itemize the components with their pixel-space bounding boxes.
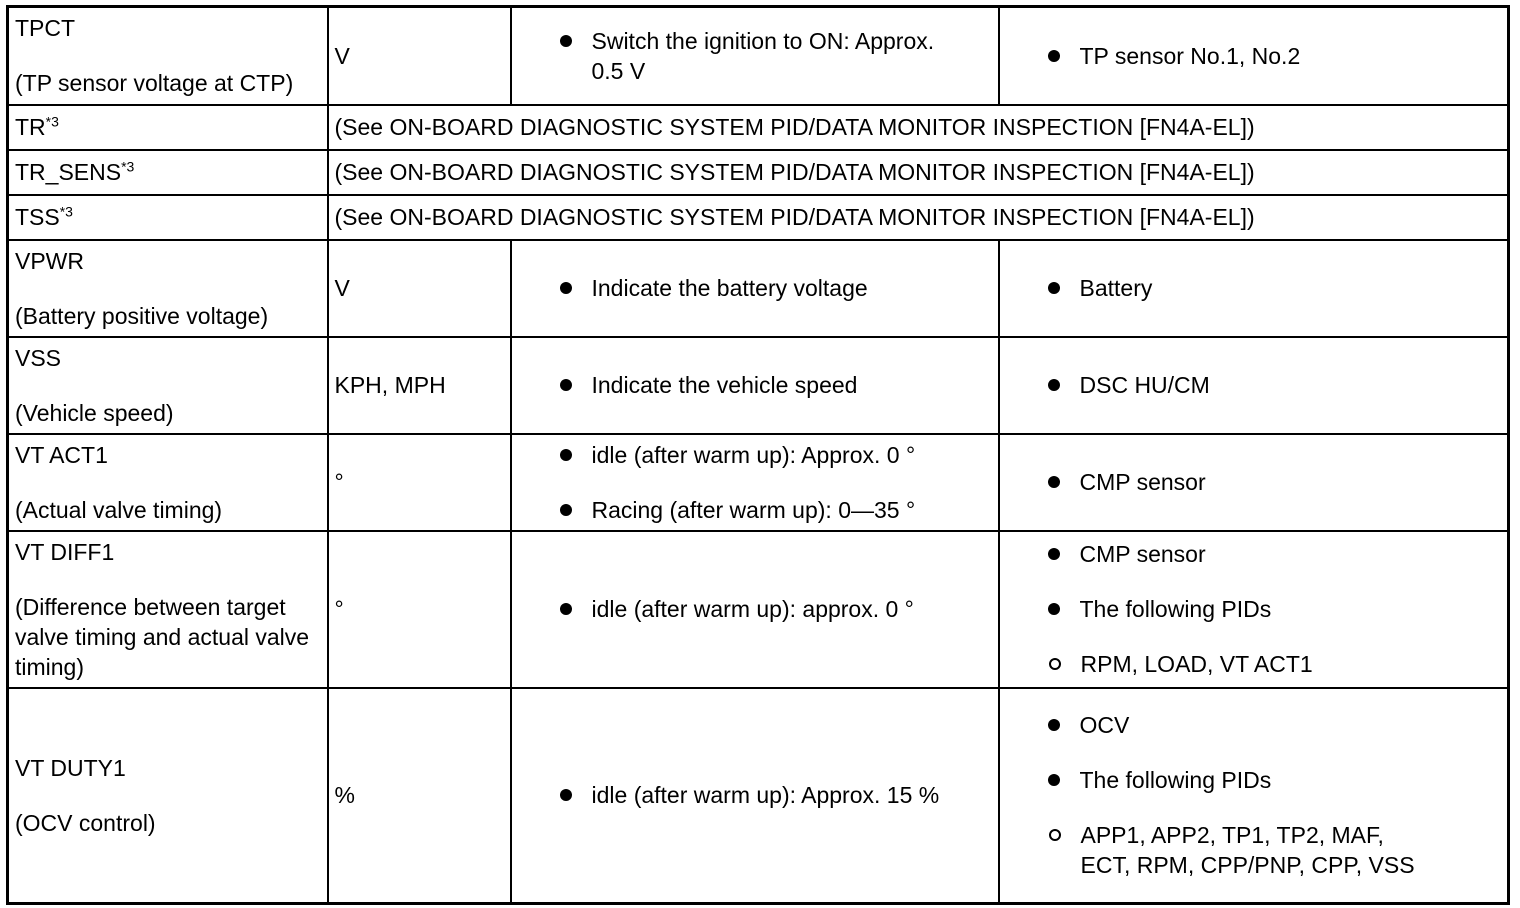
condition-cell: [511, 434, 999, 531]
inspection-item: TP sensor No.1, No.2: [1006, 41, 1502, 71]
condition-item: Indicate the vehicle speed: [518, 370, 992, 400]
inspection-cell: [999, 434, 1509, 531]
pid-name: VSS: [15, 344, 62, 371]
pid-name: VT DUTY1: [15, 754, 126, 781]
pid-name: VT DIFF1: [15, 538, 115, 565]
pid-description: (Difference between target valve timing and actual valve timing): [15, 593, 310, 680]
table-row: [8, 434, 1509, 531]
unit-cell: [328, 434, 511, 531]
inspection-item-label: The following PIDs: [1079, 596, 1272, 622]
inspection-cell: [999, 531, 1509, 688]
inspection-cell: [999, 240, 1509, 337]
pid-name: TSS: [15, 204, 60, 230]
inspection-subitem: RPM, LOAD, VT ACT1: [1005, 649, 1502, 679]
pid-description: (Vehicle speed): [15, 399, 174, 426]
condition-cell: [511, 531, 999, 688]
see-reference-cell: [328, 195, 1509, 240]
pid-unit: KPH, MPH: [334, 372, 446, 398]
pid-unit: V: [334, 275, 350, 301]
pid-name-cell: [8, 688, 328, 904]
table-row: [8, 240, 1509, 337]
inspection-subitem: APP1, APP2, TP1, TP2, MAF, ECT, RPM, CPP/PNP, CPP, VSS: [1005, 820, 1432, 880]
pid-name-cell: [8, 434, 328, 531]
pid-name-cell: [8, 150, 328, 195]
condition-cell: [511, 337, 999, 434]
inspection-item: Battery: [1006, 273, 1502, 303]
unit-cell: [328, 688, 511, 904]
pid-monitor-table: [6, 5, 1510, 905]
pid-description: (Actual valve timing): [15, 496, 223, 523]
inspection-item: CMP sensor: [1006, 467, 1502, 497]
table-row: [8, 688, 1509, 904]
unit-cell: [328, 337, 511, 434]
pid-name-cell: [8, 531, 328, 688]
condition-item: idle (after warm up): approx. 0 °: [518, 594, 992, 624]
footnote-mark: *3: [59, 203, 73, 220]
unit-cell: [328, 531, 511, 688]
inspection-cell: [999, 7, 1509, 105]
pid-name: TPCT: [15, 15, 76, 42]
condition-cell: [511, 688, 999, 904]
table-row: [8, 337, 1509, 434]
unit-cell: [328, 7, 511, 105]
table-row: [8, 150, 1509, 195]
pid-unit: %: [334, 782, 355, 809]
see-reference-text: (See ON-BOARD DIAGNOSTIC SYSTEM PID/DATA MONITOR INSPECTION [FN4A-EL]): [334, 114, 1255, 140]
pid-unit: °: [334, 469, 344, 495]
see-reference-cell: [328, 105, 1509, 150]
see-reference-cell: [328, 150, 1509, 195]
pid-name-cell: [8, 337, 328, 434]
see-reference-text: (See ON-BOARD DIAGNOSTIC SYSTEM PID/DATA MONITOR INSPECTION [FN4A-EL]): [334, 159, 1255, 185]
inspection-item: [1006, 765, 1502, 880]
see-reference-text: (See ON-BOARD DIAGNOSTIC SYSTEM PID/DATA MONITOR INSPECTION [FN4A-EL]): [334, 204, 1255, 230]
unit-cell: [328, 240, 511, 337]
inspection-cell: [999, 337, 1509, 434]
inspection-cell: [999, 688, 1509, 904]
pid-name-cell: [8, 195, 328, 240]
pid-name-cell: [8, 105, 328, 150]
inspection-item-label: The following PIDs: [1079, 767, 1272, 794]
condition-item: idle (after warm up): Approx. 15 %: [518, 780, 958, 810]
footnote-mark: *3: [45, 113, 59, 130]
pid-name: VT ACT1: [15, 441, 108, 468]
pid-unit: V: [334, 42, 350, 69]
pid-description: (TP sensor voltage at CTP): [15, 70, 294, 97]
condition-item: Racing (after warm up): 0—35 °: [518, 495, 992, 525]
pid-description: (Battery positive voltage): [15, 302, 269, 329]
pid-unit: °: [334, 596, 344, 622]
condition-cell: [511, 240, 999, 337]
inspection-item: CMP sensor: [1006, 539, 1502, 569]
inspection-item: DSC HU/CM: [1006, 370, 1502, 400]
inspection-item: [1006, 594, 1502, 679]
pid-name-cell: [8, 240, 328, 337]
condition-item: Switch the ignition to ON: Approx. 0.5 V: [518, 26, 968, 86]
inspection-item: OCV: [1006, 710, 1502, 740]
pid-name: TR_SENS: [15, 159, 122, 185]
table-row: [8, 105, 1509, 150]
table-row: [8, 531, 1509, 688]
condition-item: Indicate the battery voltage: [518, 273, 992, 303]
pid-name-cell: [8, 7, 328, 105]
condition-item: idle (after warm up): Approx. 0 °: [518, 440, 992, 470]
pid-description: (OCV control): [15, 809, 156, 836]
condition-cell: [511, 7, 999, 105]
table-row: [8, 195, 1509, 240]
table-row: [8, 7, 1509, 105]
pid-name: VPWR: [15, 247, 84, 274]
pid-name: TR: [15, 114, 46, 140]
footnote-mark: *3: [121, 158, 135, 175]
